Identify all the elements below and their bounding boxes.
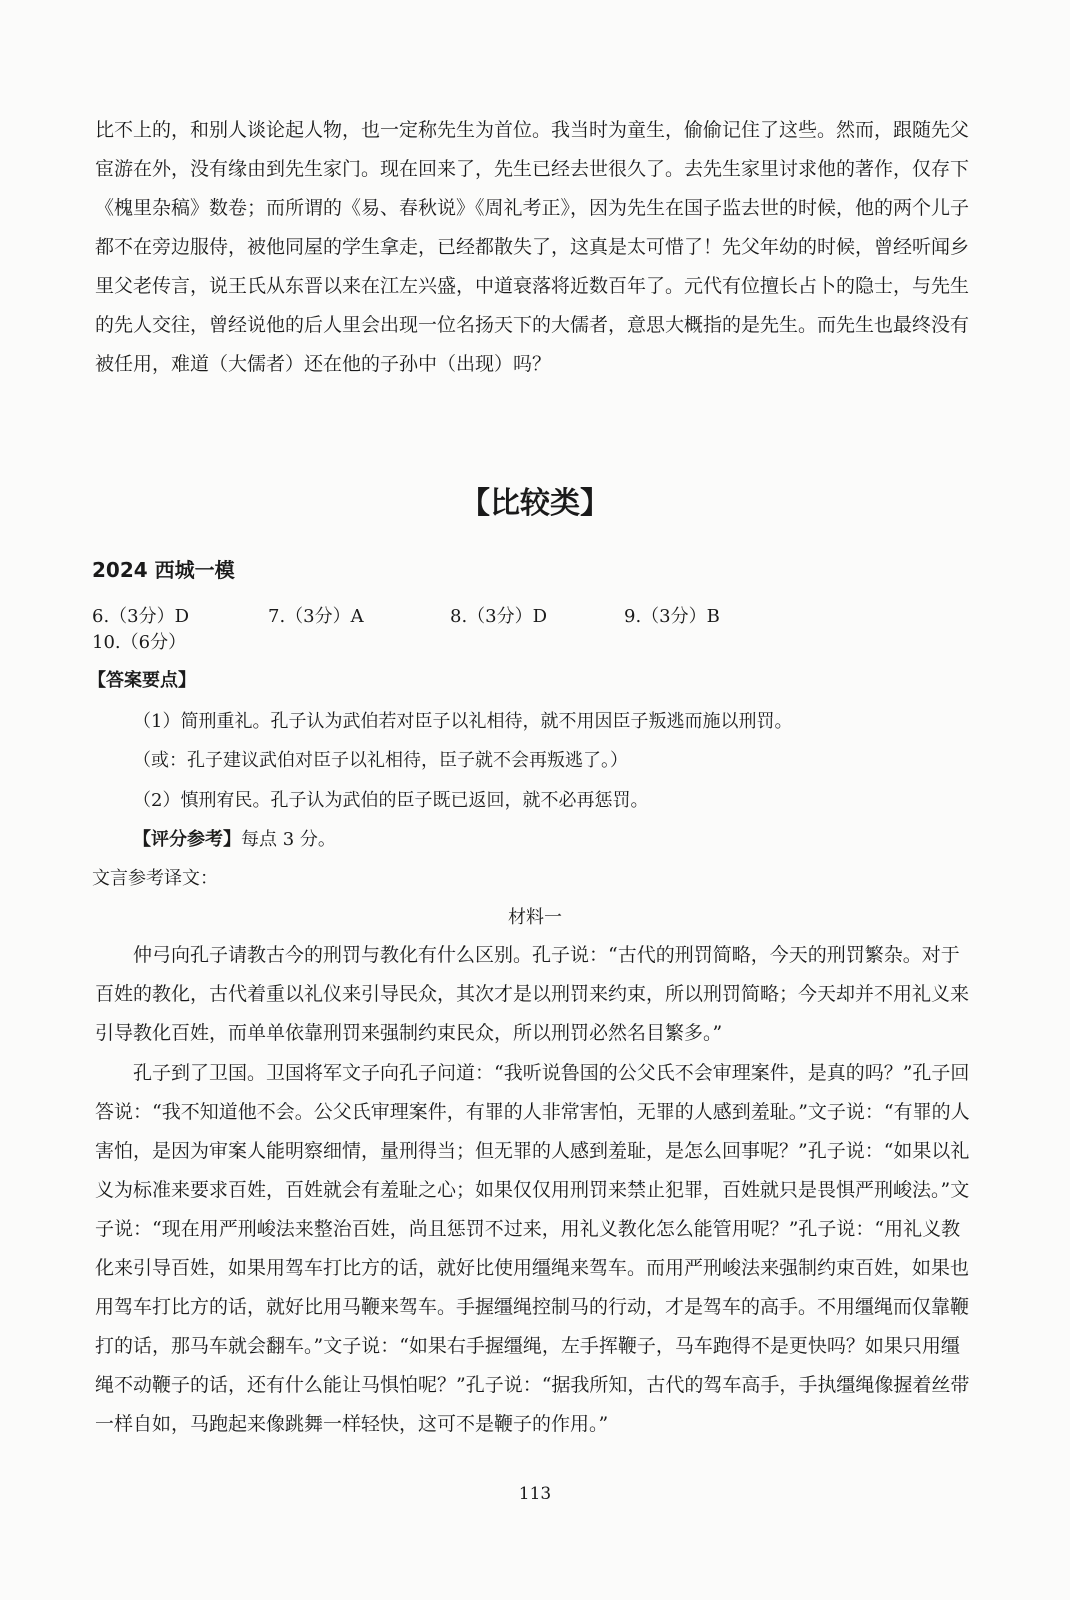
answer-8: 8.（3分）D <box>450 606 548 627</box>
answer-9: 9.（3分）B <box>624 606 720 627</box>
scoring-line <box>133 825 336 851</box>
answer-6: 6.（3分）D <box>92 606 190 627</box>
top-paragraph: 比不上的，和别人谈论起人物，也一定称先生为首位。我当时为童生，偷偷记住了这些。然而，跟随先父宦游在外，没有缘由到先生家门。现在回来了，先生已经去世很久了。去先生家里讨求他的著作，仅存下《槐里杂稿》数卷；而所谓的《易、春秋说》《周礼考正》，因为先生在国子监去世的时候，他的两个儿子都不在旁边服侍，被他同屋的学生拿走，已经都散失了，这真是太可惜了！先父年幼的时候，曾经听闻乡里父老传言，说王氏从东晋以来在江左兴盛，中道衰落将近数百年了。元代有位擅长占卜的隐士，与先生的先人交往，曾经说他的后人里会出现一位名扬天下的大儒者，意思大概指的是先生。而先生也最终没有被任用，难道（大儒者）还在他的子孙中（出现）吗？ <box>95 119 970 375</box>
answer-point-2: （2）慎刑宥民。孔子认为武伯的臣子既已返回，就不必再惩罚。 <box>133 790 649 811</box>
material-title: 材料一 <box>508 907 562 928</box>
scoring-label: 【评分参考】 <box>133 829 241 850</box>
material-paragraph-1: 仲弓向孔子请教古今的刑罚与教化有什么区别。孔子说：“古代的刑罚简略，今天的刑罚繁杂。对于百姓的教化，古代着重以礼仪来引导民众，其次才是以刑罚来约束，所以刑罚简略；今天却并不用礼义来引导教化百姓，而单单依靠刑罚来强制约束民众，所以刑罚必然名目繁多。” <box>95 944 970 1044</box>
question-10-label: 10.（6分） <box>92 632 187 653</box>
section-title: 【比较类】 <box>460 486 610 521</box>
answer-point-1: （1）简刑重礼。孔子认为武伯若对臣子以礼相待，就不用因臣子叛逃而施以刑罚。 <box>133 711 793 732</box>
answer-7: 7.（3分）A <box>268 606 364 627</box>
translation-label: 文言参考译文： <box>92 868 218 889</box>
page-number: 113 <box>518 1484 552 1504</box>
answers-row <box>92 602 972 632</box>
answer-point-1-alt: （或：孔子建议武伯对臣子以礼相待，臣子就不会再叛逃了。） <box>133 750 628 771</box>
material-paragraph-2: 孔子到了卫国。卫国将军文子向孔子问道：“我听说鲁国的公父氏不会审理案件，是真的吗？”孔子回答说：“我不知道他不会。公父氏审理案件，有罪的人非常害怕，无罪的人感到羞耻。”文子说：“有罪的人害怕，是因为审案人能明察细情，量刑得当；但无罪的人感到羞耻，是怎么回事呢？”孔子说：“如果以礼义为标准来要求百姓，百姓就会有羞耻之心；如果仅仅用刑罚来禁止犯罪，百姓就只是畏惧严刑峻法。”文子说：“现在用严刑峻法来整治百姓，尚且惩罚不过来，用礼义教化怎么能管用呢？”孔子说：“用礼义教化来引导百姓，如果用驾车打比方的话，就好比使用缰绳来驾车。而用严刑峻法来强制约束百姓，如果也用驾车打比方的话，就好比用马鞭来驾车。手握缰绳控制马的行动，才是驾车的高手。不用缰绳而仅靠鞭打的话，那马车就会翻车。”文子说：“如果右手握缰绳，左手挥鞭子，马车跑得不是更快吗？如果只用缰绳不动鞭子的话，还有什么能让马惧怕呢？”孔子说：“据我所知，古代的驾车高手，手执缰绳像握着丝带一样自如，马跑起来像跳舞一样轻快，这可不是鞭子的作用。” <box>95 1062 970 1435</box>
scoring-text: 每点 3 分。 <box>241 829 336 850</box>
answer-points-heading: 【答案要点】 <box>88 670 196 691</box>
exam-title: 2024 西城一模 <box>92 558 235 582</box>
